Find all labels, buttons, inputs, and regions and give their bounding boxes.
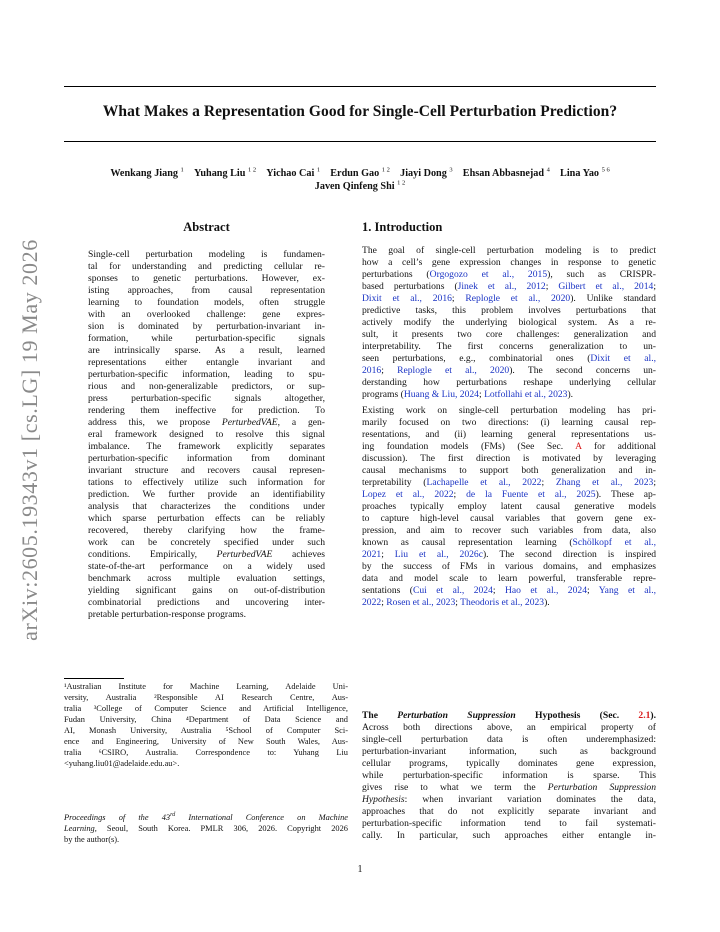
citation-link[interactable]: Yang et al., [598, 585, 656, 596]
citation-link[interactable]: Dixit et al., 2016 [362, 293, 452, 304]
abstract-line: conditions. Empirically, PerturbedVAE achieves [88, 549, 325, 560]
abstract-line: yielding significant gains on out-of-distribution [88, 585, 325, 596]
citation-link[interactable]: Replogle et al., 2020 [397, 365, 510, 376]
paragraph-line: data and model scale to learn powerful, transferable repre- [362, 573, 656, 584]
citation-link[interactable]: 2021 [362, 549, 382, 560]
author-affiliation-marker: 4 [546, 166, 550, 174]
citation-link[interactable]: Lachapelle et al., 2022 [426, 477, 542, 488]
citation-link[interactable]: Orgogozo et al., 2015 [429, 269, 548, 280]
footnote-line: <yuhang.liu01@adelaide.edu.au>. [64, 759, 180, 768]
abstract-line: tations to effectively utilize such information for [88, 477, 325, 488]
author-affiliation-marker: 1 2 [397, 179, 406, 187]
citation-link[interactable]: Gilbert et al., 2014 [558, 281, 654, 292]
paragraph-line: Lopez et al., 2022; de la Fuente et al., 2025). These ap- [362, 489, 657, 500]
footnote-line: tralia ³College of Computer Science and Artificial Intelligence, [64, 704, 348, 713]
abstract-line: isting approaches, from causal representation [88, 285, 325, 296]
abstract-line: tal for understanding and predicting cellular re- [88, 261, 325, 272]
paragraph-line: cellular programs, typically dominates gene expression, [362, 758, 656, 769]
paragraph-line: Dixit et al., 2016; Replogle et al., 2020). Unlike standard [362, 293, 656, 304]
paragraph-line: causal mechanisms to support both generalization and in- [362, 465, 656, 476]
citation-link[interactable]: Lopez et al., 2022 [362, 489, 454, 500]
paragraph-line: marily focused on two directions: (i) learning causal rep- [362, 417, 656, 428]
abstract-heading: Abstract [183, 220, 230, 234]
citation-link[interactable]: Replogle et al., 2020 [465, 293, 571, 304]
abstract-line: work can be concretely specified under such [88, 537, 325, 548]
paragraph-line: actively modify the underlying biological system. As a re- [362, 317, 656, 328]
author-name: Ehsan Abbasnejad [462, 168, 545, 179]
citation-link[interactable]: de la Fuente et al., 2025 [466, 489, 596, 500]
author-list [64, 168, 656, 179]
citation-link[interactable]: Theodoris et al., 2023 [460, 597, 545, 608]
abstract-line: imbalance. The framework explicitly separates [88, 441, 325, 452]
citation-link[interactable]: Jinek et al., 2012 [457, 281, 546, 292]
citation-link[interactable]: Rosen et al., 2023 [386, 597, 456, 608]
citation-link[interactable]: Schölkopf et al., [572, 537, 656, 548]
footnote-line: tralia ⁶CSIRO, Australia. Correspondence to: Yuhang Liu [64, 748, 348, 757]
proceedings-line: by the author(s). [64, 835, 120, 844]
abstract-line: Single-cell perturbation modeling is fundamen- [88, 249, 325, 260]
paragraph-line: Existing work on single-cell perturbation modeling has pri- [362, 405, 656, 416]
paragraph-line: by the success of FMs in various domains, and emphasizes [362, 561, 656, 572]
citation-link[interactable]: Dixit et al., [590, 353, 656, 364]
abstract-line: with an overlooked challenge: gene expres- [88, 309, 325, 320]
paragraph-line: programs (Huang & Liu, 2024; Lotfollahi et al., 2023). [362, 389, 574, 400]
abstract-line: benchmark across multiple evaluation settings, [88, 573, 325, 584]
paragraph-line: sult, it presents two core challenges: generalization and [362, 329, 656, 340]
paragraph-line: based perturbations (Jinek et al., 2012; Gilbert et al., 2014; [362, 281, 656, 292]
paragraph-line: perturbation-specific information tend to fail systemati- [362, 818, 656, 829]
author-affiliation-marker: 1 [180, 166, 184, 174]
author-affiliation-marker: 1 2 [247, 166, 257, 174]
paragraph-line: seen perturbations, e.g., combinatorial ones (Dixit et al., [362, 353, 656, 364]
abstract-line: invariant structure and recovers causal represen- [88, 465, 325, 476]
paragraph-line: Across both directions above, an empirical property of [362, 722, 656, 733]
arxiv-stamp: arXiv:2605.19343v1 [cs.LG] 19 May 2026 [17, 239, 42, 641]
abstract-line: sponses to genetic perturbations. However, ex- [88, 273, 325, 284]
paragraph-line: resentations, and (ii) learning general representations us- [362, 429, 656, 440]
paragraph-line: single-cell perturbation data is often underemphasized: [362, 734, 656, 745]
paragraph-line: perturbations (Orgogozo et al., 2015), such as CRISPR- [362, 269, 657, 280]
abstract-line: press perturbation-specific signals altogether, [88, 393, 325, 404]
citation-link[interactable]: Cui et al., 2024 [412, 585, 493, 596]
author-affiliation-marker: 5 6 [601, 166, 610, 174]
footnote-line: versity, Australia ²Responsible AI Research Centre, Aus- [64, 693, 348, 702]
abstract-line: which sparse perturbation effects can be reliably [88, 513, 325, 524]
abstract-line: are intrinsically sparse. As a result, learned [88, 345, 325, 356]
paragraph-line: how a cell’s gene expression changes in response to genetic [362, 257, 656, 268]
title-bottom-rule [64, 141, 656, 142]
paragraph-line: gives rise to what we term the Perturbation Suppression [362, 782, 656, 793]
author-name: Wenkang Jiang [110, 168, 178, 179]
paragraph-line: perturbation-invariant information, such as background [362, 746, 656, 757]
citation-link[interactable]: 2016 [362, 365, 382, 376]
proceedings-line: Learning, Seoul, South Korea. PMLR 306, 2026. Copyright 2026 [64, 824, 348, 833]
citation-link[interactable]: Huang & Liu, 2024 [403, 389, 479, 400]
author-name: Javen Qinfeng Shi [314, 181, 395, 192]
paragraph-line: interpretability. The first concerns generalization to un- [362, 341, 656, 352]
abstract-line: address this, we propose PerturbedVAE, a gen- [88, 417, 325, 428]
abstract-line: learning to foundation models, often struggle [88, 297, 325, 308]
paragraph-line: The goal of single-cell perturbation modeling is to predict [362, 245, 656, 256]
author-affiliation-marker: 1 [316, 166, 321, 174]
section-heading-introduction: 1. Introduction [362, 220, 443, 234]
footnote-line: Fudan University, China ⁴Department of Data Science and [64, 715, 348, 724]
appendix-ref-link[interactable]: A [575, 441, 582, 452]
abstract-line: perturbation-specific information, leading to spu- [88, 369, 325, 380]
abstract-line: analysis that characterizes the conditions under [88, 501, 325, 512]
citation-link[interactable]: Lotfollahi et al., 2023 [484, 389, 568, 400]
author-name: Yichao Cai [266, 168, 315, 179]
paragraph-line: to capture high-level causal variables that govern gene ex- [362, 513, 656, 524]
author-affiliation-marker: 3 [449, 166, 453, 174]
abstract-line: perturbation-specific information from dominant [88, 453, 325, 464]
author-name: Yuhang Liu [193, 168, 246, 179]
footnote-line: AI, Monash University, Australia ⁵School of Computer Sci- [64, 726, 348, 735]
paragraph-line: derstanding how perturbations reshape underlying cellular [362, 377, 656, 388]
paragraph-line: 2016; Replogle et al., 2020). The second concerns un- [362, 365, 656, 376]
paragraph-line: predictive tasks, this problem involves perturbations that [362, 305, 656, 316]
paragraph-line: ing foundation models (FMs) (See Sec. A for additional [362, 441, 657, 452]
paragraph-line: proaches typically employ latent causal generative models [362, 501, 656, 512]
citation-link[interactable]: 2022 [362, 597, 382, 608]
abstract-line: state-of-the-art performance on a widely used [88, 561, 325, 572]
author-affiliation-marker: 1 2 [381, 166, 390, 174]
paragraph-line: terpretability (Lachapelle et al., 2022; Zhang et al., 2023; [362, 477, 656, 488]
author-list-continued [64, 181, 656, 192]
paragraph-line: known as causal representation learning (Schölkopf et al., [362, 537, 656, 548]
footnote-line: ence and Engineering, University of New South Wales, Aus- [64, 737, 348, 746]
section-ref-link[interactable]: 2.1 [638, 710, 651, 721]
paragraph-line: The Perturbation Suppression Hypothesis (Sec. 2.1). [362, 710, 656, 721]
citation-link[interactable]: Zhang et al., 2023 [555, 477, 654, 488]
paragraph-line: 2021; Liu et al., 2026c). The second direction is inspired [362, 549, 656, 560]
abstract-line: combinatorial predictions and uncovering inter- [88, 597, 325, 608]
author-name: Jiayi Dong [400, 168, 447, 179]
abstract-line: recovered, thereby clarifying how the frame- [88, 525, 325, 536]
paragraph-line: cally. In particular, such approaches either entangle in- [362, 830, 656, 841]
abstract-line: formation, while perturbation-specific signals [88, 333, 325, 344]
footnote-line: ¹Australian Institute for Machine Learning, Adelaide Uni- [64, 682, 348, 691]
citation-link[interactable]: Hao et al., 2024 [504, 585, 587, 596]
abstract-line: rious and non-generalizable predictors, or sup- [88, 381, 325, 392]
abstract-line: rendering them ineffective for prediction. To [88, 405, 325, 416]
title-top-rule [64, 86, 656, 87]
footnote-rule [64, 678, 124, 679]
abstract-line: prediction. We further provide an identifiability [88, 489, 325, 500]
paper-title: What Makes a Representation Good for Single-Cell Perturbation Prediction? [102, 103, 618, 120]
author-name: Lina Yao [560, 168, 600, 179]
author-name: Erdun Gao [330, 168, 380, 179]
citation-link[interactable]: Liu et al., 2026c [394, 549, 483, 560]
page-number: 1 [357, 864, 363, 875]
paragraph-line: while perturbation-specific information is sparse. This [362, 770, 656, 781]
paragraph-line: sentations (Cui et al., 2024; Hao et al., 2024; Yang et al., [362, 585, 656, 596]
abstract-line: sion is dominated by perturbation-invariant in- [88, 321, 325, 332]
paragraph-line: approaches that do not explicitly separate invariant and [362, 806, 656, 817]
abstract-line: eral framework designed to resolve this signal [88, 429, 325, 440]
paragraph-line: pression, and aim to recover such variables from data, also [362, 525, 656, 536]
proceedings-line: Proceedings of the 43rd International Conference on Machine [64, 812, 348, 822]
abstract-line: pretable perturbation-response programs. [88, 609, 246, 620]
abstract-line: representations either entangle invariant and [88, 357, 325, 368]
paragraph-line: discussion). The first direction is motivated by leveraging [362, 453, 656, 464]
paragraph-line: 2022; Rosen et al., 2023; Theodoris et al., 2023). [362, 597, 550, 608]
paragraph-line: Hypothesis: when invariant variation dominates the data, [362, 794, 656, 805]
